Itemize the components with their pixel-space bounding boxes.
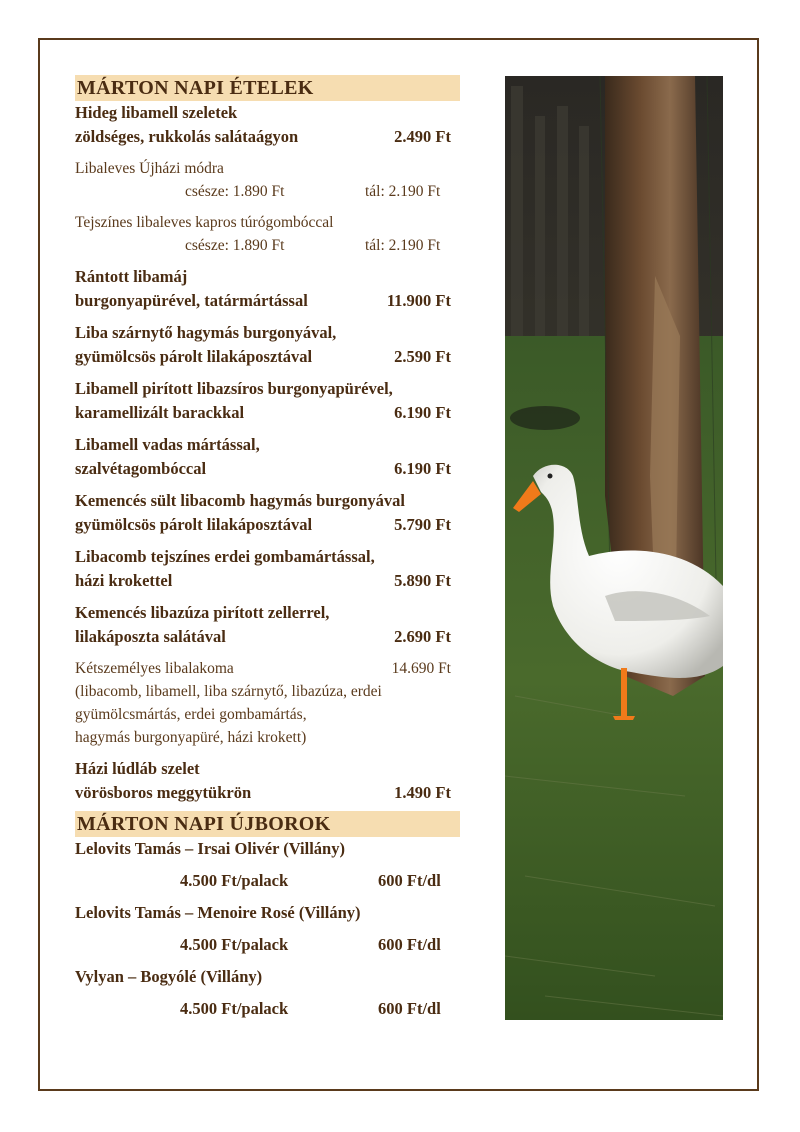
- item-name: Házi lúdláb szelet: [75, 759, 200, 778]
- menu-item: [75, 657, 460, 749]
- wine-price-bottle: 4.500 Ft/palack: [180, 935, 289, 954]
- menu-item: [75, 157, 460, 203]
- item-name: Kemencés sült libacomb hagymás burgonyával: [75, 491, 406, 510]
- item-name: Libaleves Újházi módra: [75, 160, 224, 177]
- menu-column: [75, 75, 460, 1021]
- menu-item: [75, 321, 460, 369]
- menu-item: [75, 489, 460, 537]
- section-heading-wine: MÁRTON NAPI ÚJBOROK: [75, 811, 460, 837]
- item-name: Kemencés libazúza pirított zellerrel,: [75, 603, 330, 622]
- item-description: lilakáposzta salátával: [75, 627, 226, 646]
- menu-item: [75, 211, 460, 257]
- item-description: gyümölcsös párolt lilakáposztával: [75, 515, 313, 534]
- item-description: hagymás burgonyapüré, házi krokett): [75, 729, 307, 746]
- item-description: (libacomb, libamell, liba szárnytő, libazúza, erdei: [75, 683, 382, 700]
- item-price-bowl: tál: 2.190 Ft: [365, 237, 441, 254]
- wine-price-bottle: 4.500 Ft/palack: [180, 999, 289, 1018]
- item-price: 2.490 Ft: [394, 127, 451, 146]
- item-description: gyümölcsös párolt lilakáposztával: [75, 347, 313, 366]
- section-heading-food: MÁRTON NAPI ÉTELEK: [75, 75, 460, 101]
- menu-item: [75, 601, 460, 649]
- menu-item: [75, 433, 460, 481]
- wine-item: [75, 901, 460, 957]
- item-price-cup: csésze: 1.890 Ft: [185, 183, 285, 200]
- item-description: vörösboros meggytükrön: [75, 783, 252, 802]
- wine-item: [75, 837, 460, 893]
- item-price: 2.590 Ft: [394, 347, 451, 366]
- item-name: Tejszínes libaleves kapros túrógombóccal: [75, 214, 334, 231]
- item-price: 2.690 Ft: [394, 627, 451, 646]
- menu-item: [75, 265, 460, 313]
- item-description: karamellizált barackkal: [75, 403, 245, 422]
- menu-item: [75, 377, 460, 425]
- item-price: 5.890 Ft: [394, 571, 451, 590]
- wine-price-glass: 600 Ft/dl: [378, 871, 441, 890]
- item-price: 6.190 Ft: [394, 459, 451, 478]
- goose-photo: [505, 76, 723, 1020]
- item-description: burgonyapürével, tatármártással: [75, 291, 308, 310]
- item-price: 5.790 Ft: [394, 515, 451, 534]
- item-price-bowl: tál: 2.190 Ft: [365, 183, 441, 200]
- wine-item: [75, 965, 460, 1021]
- item-price: 6.190 Ft: [394, 403, 451, 422]
- item-price: 11.900 Ft: [386, 291, 451, 310]
- wine-name: Lelovits Tamás – Irsai Olivér (Villány): [75, 839, 345, 858]
- item-name: Libacomb tejszínes erdei gombamártással,: [75, 547, 375, 566]
- item-description: zöldséges, rukkolás salátaágyon: [75, 127, 299, 146]
- item-description: házi krokettel: [75, 571, 173, 590]
- menu-item: [75, 101, 460, 149]
- item-price: 14.690 Ft: [391, 660, 451, 677]
- wine-name: Vylyan – Bogyólé (Villány): [75, 967, 263, 986]
- wine-name: Lelovits Tamás – Menoire Rosé (Villány): [75, 903, 361, 922]
- item-name: Hideg libamell szeletek: [75, 103, 238, 122]
- goose-illustration: [505, 76, 723, 1020]
- item-name: Kétszemélyes libalakoma: [75, 660, 234, 677]
- wine-price-glass: 600 Ft/dl: [378, 999, 441, 1018]
- item-description: gyümölcsmártás, erdei gombamártás,: [75, 706, 307, 723]
- wine-price-glass: 600 Ft/dl: [378, 935, 441, 954]
- item-name: Libamell pirított libazsíros burgonyapürével,: [75, 379, 393, 398]
- menu-item: [75, 757, 460, 805]
- wine-price-bottle: 4.500 Ft/palack: [180, 871, 289, 890]
- item-price: 1.490 Ft: [394, 783, 451, 802]
- item-name: Liba szárnytő hagymás burgonyával,: [75, 323, 337, 342]
- item-description: szalvétagombóccal: [75, 459, 207, 478]
- item-name: Rántott libamáj: [75, 267, 188, 286]
- menu-item: [75, 545, 460, 593]
- item-name: Libamell vadas mártással,: [75, 435, 260, 454]
- item-price-cup: csésze: 1.890 Ft: [185, 237, 285, 254]
